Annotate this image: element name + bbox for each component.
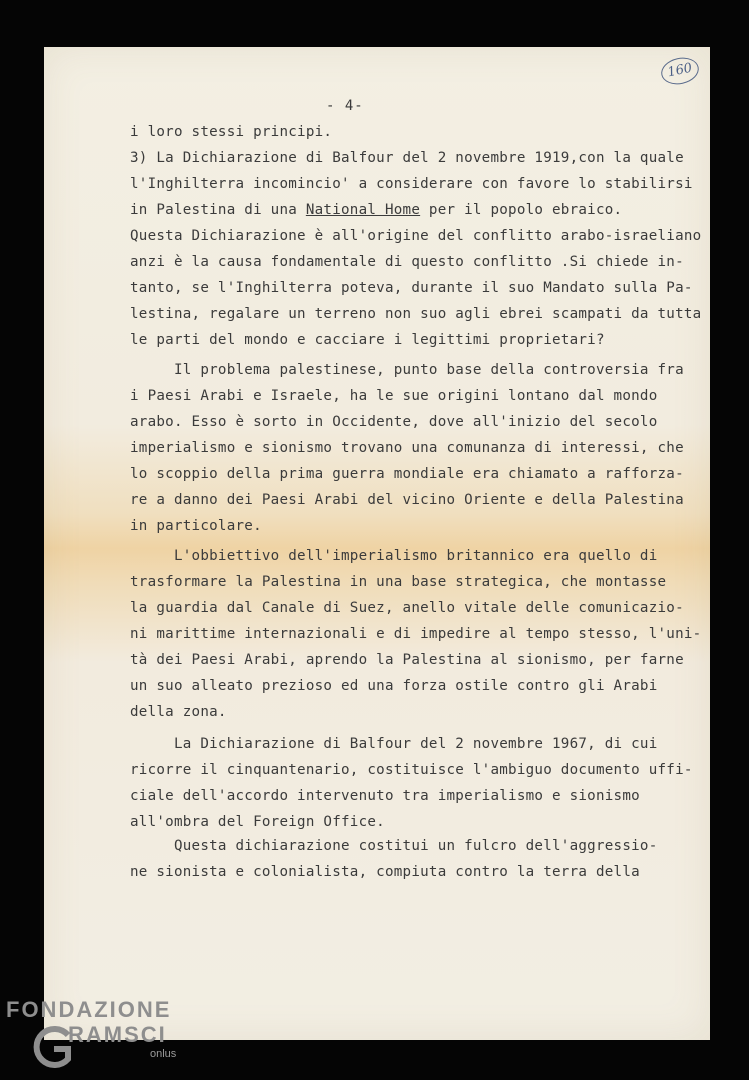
text-line: Il problema palestinese, punto base della controversia fra xyxy=(130,362,684,378)
text-line: ciale dell'accordo intervenuto tra imperialismo e sionismo xyxy=(130,788,640,804)
text-line: La Dichiarazione di Balfour del 2 novembre 1967, di cui xyxy=(130,736,658,752)
text-line: lestina, regalare un terreno non suo agli ebrei scampati da tutta xyxy=(130,306,702,322)
text-line: re a danno dei Paesi Arabi del vicino Oriente e della Palestina xyxy=(130,492,684,508)
text-line: ricorre il cinquantenario, costituisce l'ambiguo documento uffi- xyxy=(130,762,693,778)
text-line: arabo. Esso è sorto in Occidente, dove all'inizio del secolo xyxy=(130,414,658,430)
text-line: lo scoppio della prima guerra mondiale era chiamato a rafforza- xyxy=(130,466,684,482)
watermark-line2: RAMSCI xyxy=(68,1022,167,1047)
text-line: tanto, se l'Inghilterra poteva, durante il suo Mandato sulla Pa- xyxy=(130,280,693,296)
text-line: in particolare. xyxy=(130,518,262,534)
text-line-with-underline xyxy=(130,202,622,218)
text-line: imperialismo e sionismo trovano una comunanza di interessi, che xyxy=(130,440,684,456)
text-line: Questa Dichiarazione è all'origine del conflitto arabo-israeliano xyxy=(130,228,702,244)
watermark-line1: FONDAZIONE xyxy=(6,997,172,1022)
archive-stamp: 160 xyxy=(659,54,702,87)
text-line: trasformare la Palestina in una base strategica, che montasse xyxy=(130,574,667,590)
text-line: L'obbiettivo dell'imperialismo britannico era quello di xyxy=(130,548,658,564)
underlined-phrase: National Home xyxy=(305,202,421,218)
text-line: tà dei Paesi Arabi, aprendo la Palestina al sionismo, per farne xyxy=(130,652,684,668)
text-line: della zona. xyxy=(130,704,227,720)
text-segment: in Palestina di una xyxy=(130,202,306,218)
text-line: all'ombra del Foreign Office. xyxy=(130,814,385,830)
text-segment: per il popolo ebraico. xyxy=(420,202,623,218)
text-line: 3) La Dichiarazione di Balfour del 2 novembre 1919,con la quale xyxy=(130,150,684,166)
text-line: un suo alleato prezioso ed una forza ostile contro gli Arabi xyxy=(130,678,658,694)
text-line: Questa dichiarazione costitui un fulcro dell'aggressio- xyxy=(130,838,658,854)
text-line: la guardia dal Canale di Suez, anello vitale delle comunicazio- xyxy=(130,600,684,616)
page-number: - 4- xyxy=(326,98,364,114)
text-line: le parti del mondo e cacciare i legittimi proprietari? xyxy=(130,332,605,348)
text-line: ne sionista e colonialista, compiuta contro la terra della xyxy=(130,864,640,880)
text-line: i loro stessi principi. xyxy=(130,124,333,140)
text-line: l'Inghilterra incomincio' a considerare con favore lo stabilirsi xyxy=(130,176,693,192)
text-line: i Paesi Arabi e Israele, ha le sue origini lontano dal mondo xyxy=(130,388,658,404)
text-line: ni marittime internazionali e di impedire al tempo stesso, l'uni- xyxy=(130,626,702,642)
document-page xyxy=(44,47,710,1040)
fondazione-gramsci-watermark xyxy=(6,997,206,1079)
watermark-subtitle: onlus xyxy=(150,1048,177,1060)
text-line: anzi è la causa fondamentale di questo conflitto .Si chiede in- xyxy=(130,254,684,270)
